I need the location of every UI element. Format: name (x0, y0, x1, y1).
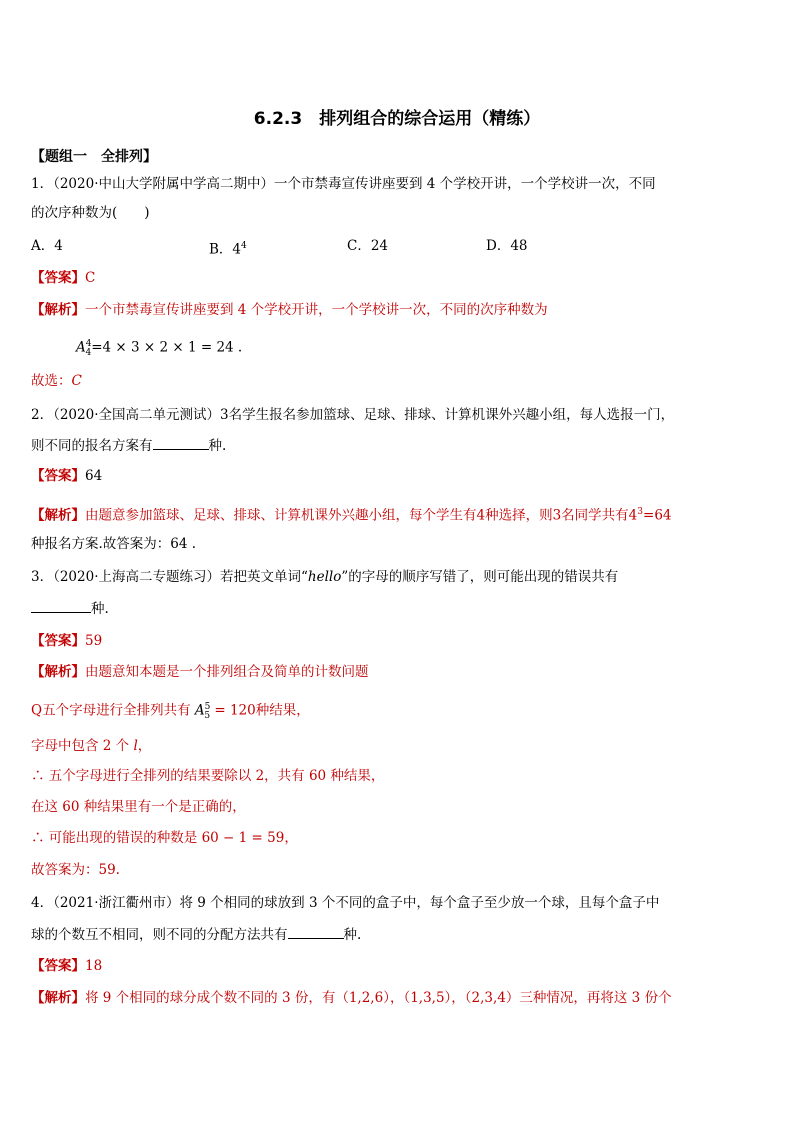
q3-blank (31, 598, 91, 613)
q1-stem-line1: 1．（2020·中山大学附属中学高二期中）一个市禁毒宣传讲座要到 4 个学校开讲，一个学校讲一次，不同 (31, 176, 656, 192)
q4-answer: 【答案】18 (31, 958, 103, 974)
q2-analysis: 【解析】由题意参加篮球、足球、排球、计算机课外兴趣小组，每个学生有4种选择，则3名同学共有$4^3=64$ (31, 507, 672, 524)
q4-analysis: 【解析】将 9 个相同的球分成个数不同的 3 份，有（1,2,6），（1,3,5），（2,3,4）三种情况，再将这 3 份个 (31, 990, 672, 1006)
q2-blank (153, 435, 209, 450)
q4-stem-line2: 球的个数互不相同，则不同的分配方法共有 种. (31, 924, 361, 945)
q1-formula: $A^4_4=4 \times 3 \times 2 \times 1 = 24$ . (76, 339, 243, 359)
q2-answer: 【答案】64 (31, 468, 103, 484)
q3-step-2: 字母中包含 2 个 l， (31, 738, 152, 754)
q3-step-1: Q五个字母进行全排列共有 $A^5_5 = 120$种结果， (31, 702, 310, 722)
q3-step-4: 在这 60 种结果里有一个是正确的， (31, 799, 246, 815)
q1-option-c: C．24 (347, 238, 389, 254)
page-title: 6.2.3 排列组合的综合运用（精练） (253, 109, 541, 129)
q1-option-d: D．48 (486, 238, 528, 254)
q4-stem-line1: 4．（2021·浙江衢州市）将 9 个相同的球放到 3 个不同的盒子中，每个盒子至少放一个球，且每个盒子中 (31, 895, 660, 911)
q1-conclusion: 故选：C (31, 373, 82, 389)
q3-stem-line1: 3．（2020·上海高二专题练习）若把英文单词“hello”的字母的顺序写错了，则可能出现的错误共有 (31, 569, 619, 585)
q3-step-5: ∴ 可能出现的错误的种数是 60 − 1 = 59， (31, 830, 298, 846)
q1-answer: 【答案】C (31, 270, 96, 286)
q4-blank (288, 924, 344, 939)
q1-stem-line2: 的次序种数为( ) (31, 205, 150, 221)
q2-analysis-end: 种报名方案.故答案为：64 . (31, 536, 197, 552)
q3-analysis: 【解析】由题意知本题是一个排列组合及简单的计数问题 (31, 664, 369, 680)
q1-analysis: 【解析】一个市禁毒宣传讲座要到 4 个学校开讲，一个学校讲一次，不同的次序种数为 (31, 302, 548, 318)
q3-stem-line2: 种. (31, 598, 109, 619)
q3-answer: 【答案】59 (31, 633, 103, 649)
q1-option-a: A．4 (31, 238, 63, 254)
q3-step-3: ∴ 五个字母进行全排列的结果要除以 2，共有 60 种结果， (31, 768, 385, 784)
q3-step-6: 故答案为：59. (31, 862, 120, 878)
q1-option-b: B．$4^4$ (209, 241, 247, 258)
section-heading: 【题组一 全排列】 (31, 149, 157, 165)
q2-stem-line1: 2．（2020·全国高二单元测试）3名学生报名参加篮球、足球、排球、计算机课外兴趣小组，每人选报一门， (31, 407, 675, 423)
q2-stem-line2: 则不同的报名方案有 种. (31, 435, 226, 456)
